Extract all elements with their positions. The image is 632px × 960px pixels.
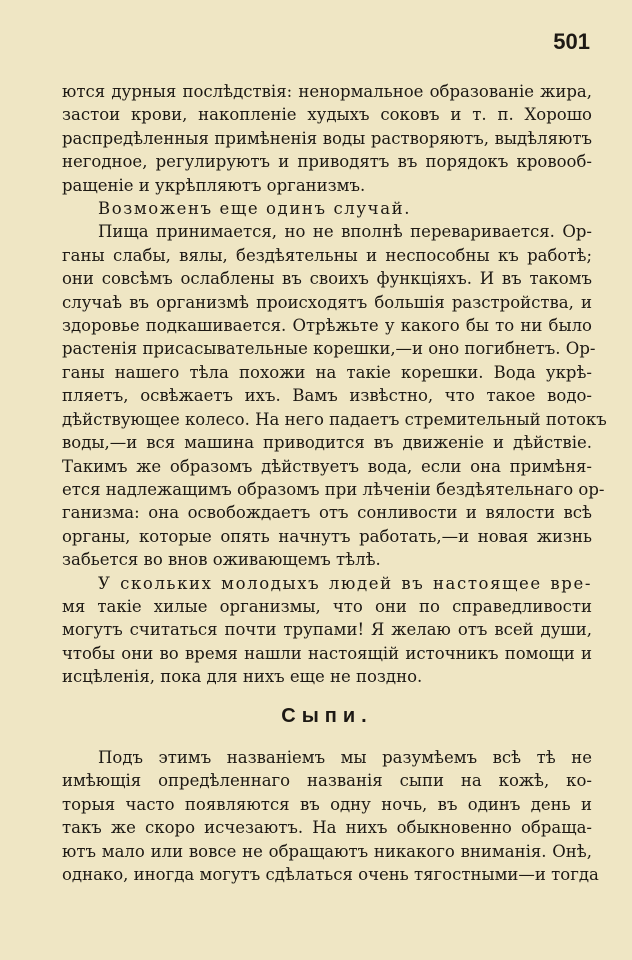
text-line: органы, которые опять начнутъ работать,—и новая жизнь [62,526,592,546]
text-line: они совсѣмъ ослаблены въ своихъ функціяхъ. И въ такомъ [62,269,592,289]
paragraph-3 [62,220,607,571]
text-line: случаѣ въ организмѣ происходятъ большія разстройства, и [62,292,592,312]
text-line: ганы слабы, вялы, бездѣятельны и неспособны къ работѣ; [62,245,592,265]
text-line: торыя часто появляются въ одну ночь, въ одинъ день и [62,794,592,814]
paragraph-1 [62,80,592,197]
paragraph-2 [62,197,592,220]
text-line: растенія присасывательные корешки,—и оно погибнетъ. Ор- [62,339,596,359]
text-line: Такимъ же образомъ дѣйствуетъ вода, если она примѣня- [62,456,592,476]
text-line: здоровье подкашивается. Отрѣжьте у какого бы то ни было [62,316,592,336]
section-heading: Сыпи. [281,704,373,727]
text-line: пляетъ, освѣжаетъ ихъ. Вамъ извѣстно, что такое водо- [62,386,592,406]
paragraph-4 [62,572,592,689]
text-line: ютъ мало или вовсе не обращаютъ никакого вниманія. Онѣ, [62,841,592,861]
text-line: ется надлежащимъ образомъ при лѣченіи бездѣятельнаго ор- [62,479,605,499]
text-line: негодное, регулируютъ и приводятъ въ порядокъ кровооб- [62,152,592,172]
paragraph-5 [62,746,599,886]
text-line: У скольких молодыхъ людей въ настоящее вре- [98,573,592,593]
text-line: имѣющія опредѣленнаго названія сыпи на кожѣ, ко- [62,771,592,791]
text-line: такъ же скоро исчезаютъ. На нихъ обыкновенно обраща- [62,818,592,838]
text-line: ганизма: она освобождаетъ отъ сонливости и вялости всѣ [62,503,592,523]
text-line: Возможенъ еще одинъ случай. [98,199,412,219]
text-line: ращеніе и укрѣпляютъ организмъ. [62,175,366,195]
text-line: Подъ этимъ названіемъ мы разумѣемъ всѣ тѣ не [98,747,592,767]
text-line: чтобы они во время нашли настоящій источникъ помощи и [62,643,592,663]
text-line: ганы нашего тѣла похожи на такіе корешки. Вода укрѣ- [62,362,592,382]
text-line: исцѣленія, пока для нихъ еще не поздно. [62,667,423,687]
text-line: забьется во внов оживающемъ тѣлѣ. [62,550,381,570]
text-line: могутъ считаться почти трупами! Я желаю отъ всей души, [62,620,592,640]
text-line: ются дурныя послѣдствія: ненормальное образованіе жира, [62,82,592,101]
text-line: распредѣленныя примѣненія воды растворяютъ, выдѣляютъ [62,128,592,148]
text-line: дѣйствующее колесо. На него падаетъ стремительный потокъ [62,409,607,429]
text-line: воды,—и вся машина приводится въ движеніе и дѣйствіе. [62,433,592,453]
text-line: застои крови, накопленіе худыхъ соковъ и т. п. Хорошо [62,105,592,125]
page-number: 501 [553,29,590,54]
text-line: мя такіе хилые организмы, что они по справедливости [62,596,592,616]
page-body [62,80,607,886]
text-line: Пища принимается, но не вполнѣ переваривается. Ор- [98,222,592,242]
text-line: однако, иногда могутъ сдѣлаться очень тягостными—и тогда [62,865,599,884]
